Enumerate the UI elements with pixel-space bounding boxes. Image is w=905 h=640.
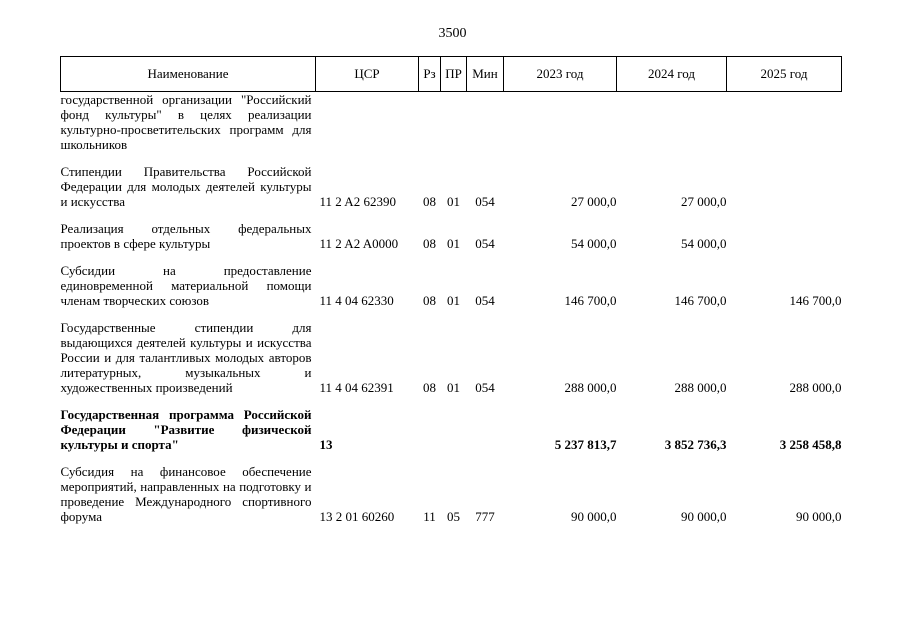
row-name: Государственные стипендии для выдающихся деятелей культуры и искусства России и для талантливых молодых авторов литературных, музыкальных и художественных произведений — [60, 320, 312, 395]
row-rz: 11 — [423, 509, 436, 524]
header-2024: 2024 год — [617, 57, 727, 92]
row-min: 054 — [475, 194, 495, 209]
row-csr: 11 4 04 62330 — [319, 293, 394, 308]
row-rz: 08 — [423, 293, 436, 308]
row-2023: 146 700,0 — [564, 293, 617, 308]
table-row — [61, 263, 842, 308]
row-spacer — [61, 452, 842, 464]
header-2023: 2023 год — [504, 57, 617, 92]
row-pr: 05 — [447, 509, 460, 524]
table-row — [61, 221, 842, 251]
row-min — [467, 92, 504, 153]
row-rz — [419, 407, 441, 452]
row-2024: 146 700,0 — [674, 293, 727, 308]
row-pr — [441, 407, 467, 452]
row-spacer — [61, 251, 842, 263]
row-2025 — [727, 92, 842, 153]
row-csr: 13 — [319, 437, 333, 452]
header-name: Наименование — [61, 57, 316, 92]
row-name: Субсидии на предоставление единовременной материальной помощи членам творческих союзов — [60, 263, 312, 308]
row-2024: 54 000,0 — [681, 236, 727, 251]
page-number: 3500 — [438, 26, 467, 41]
row-2025: 90 000,0 — [796, 509, 842, 524]
row-2025: 146 700,0 — [789, 293, 842, 308]
row-min: 054 — [475, 293, 495, 308]
row-pr: 01 — [447, 293, 460, 308]
header-csr: ЦСР — [316, 57, 419, 92]
row-min: 054 — [475, 236, 495, 251]
row-spacer — [61, 395, 842, 407]
table-header-row — [61, 57, 842, 92]
row-csr: 11 4 04 62391 — [319, 380, 394, 395]
table-row — [61, 164, 842, 209]
row-pr: 01 — [447, 380, 460, 395]
table-row — [61, 92, 842, 153]
row-2025 — [727, 164, 842, 209]
row-spacer — [61, 152, 842, 164]
row-2024: 288 000,0 — [674, 380, 727, 395]
row-pr — [441, 92, 467, 153]
table-row — [61, 320, 842, 395]
row-name: государственной организации "Российский фонд культуры" в целях реализации культурно-просветительских программ для школьников — [60, 92, 312, 152]
row-csr: 11 2 A2 A0000 — [319, 236, 399, 251]
header-2025: 2025 год — [727, 57, 842, 92]
row-2023: 90 000,0 — [571, 509, 617, 524]
row-name: Субсидия на финансовое обеспечение мероприятий, направленных на подготовку и проведение Международного спортивного форума — [60, 464, 312, 524]
row-2023: 5 237 813,7 — [554, 437, 617, 452]
header-rz: Рз — [419, 57, 441, 92]
row-csr — [316, 92, 419, 153]
row-rz — [419, 92, 441, 153]
row-csr: 13 2 01 60260 — [319, 509, 395, 524]
row-2024: 27 000,0 — [681, 194, 727, 209]
row-rz: 08 — [423, 380, 436, 395]
row-rz: 08 — [423, 194, 436, 209]
row-2025 — [727, 221, 842, 251]
table-row-program — [61, 407, 842, 452]
row-rz: 08 — [423, 236, 436, 251]
row-pr: 01 — [447, 236, 460, 251]
row-spacer — [61, 308, 842, 320]
budget-table — [60, 56, 842, 524]
table-row — [61, 464, 842, 524]
row-name: Стипендии Правительства Российской Федерации для молодых деятелей культуры и искусства — [60, 164, 312, 209]
row-2023 — [504, 92, 617, 153]
row-spacer — [61, 209, 842, 221]
row-2024: 90 000,0 — [681, 509, 727, 524]
row-2023: 54 000,0 — [571, 236, 617, 251]
row-min — [467, 407, 504, 452]
header-min: Мин — [467, 57, 504, 92]
row-2023: 288 000,0 — [564, 380, 617, 395]
row-2023: 27 000,0 — [571, 194, 617, 209]
row-min: 777 — [475, 509, 495, 524]
header-pr: ПР — [441, 57, 467, 92]
row-min: 054 — [475, 380, 495, 395]
row-name: Реализация отдельных федеральных проектов в сфере культуры — [60, 221, 312, 251]
row-csr: 11 2 A2 62390 — [319, 194, 396, 209]
row-2024: 3 852 736,3 — [664, 437, 727, 452]
row-2025: 288 000,0 — [789, 380, 842, 395]
row-pr: 01 — [447, 194, 460, 209]
row-2025: 3 258 458,8 — [779, 437, 842, 452]
row-2024 — [617, 92, 727, 153]
row-name: Государственная программа Российской Федерации "Развитие физической культуры и спорта" — [60, 407, 312, 452]
